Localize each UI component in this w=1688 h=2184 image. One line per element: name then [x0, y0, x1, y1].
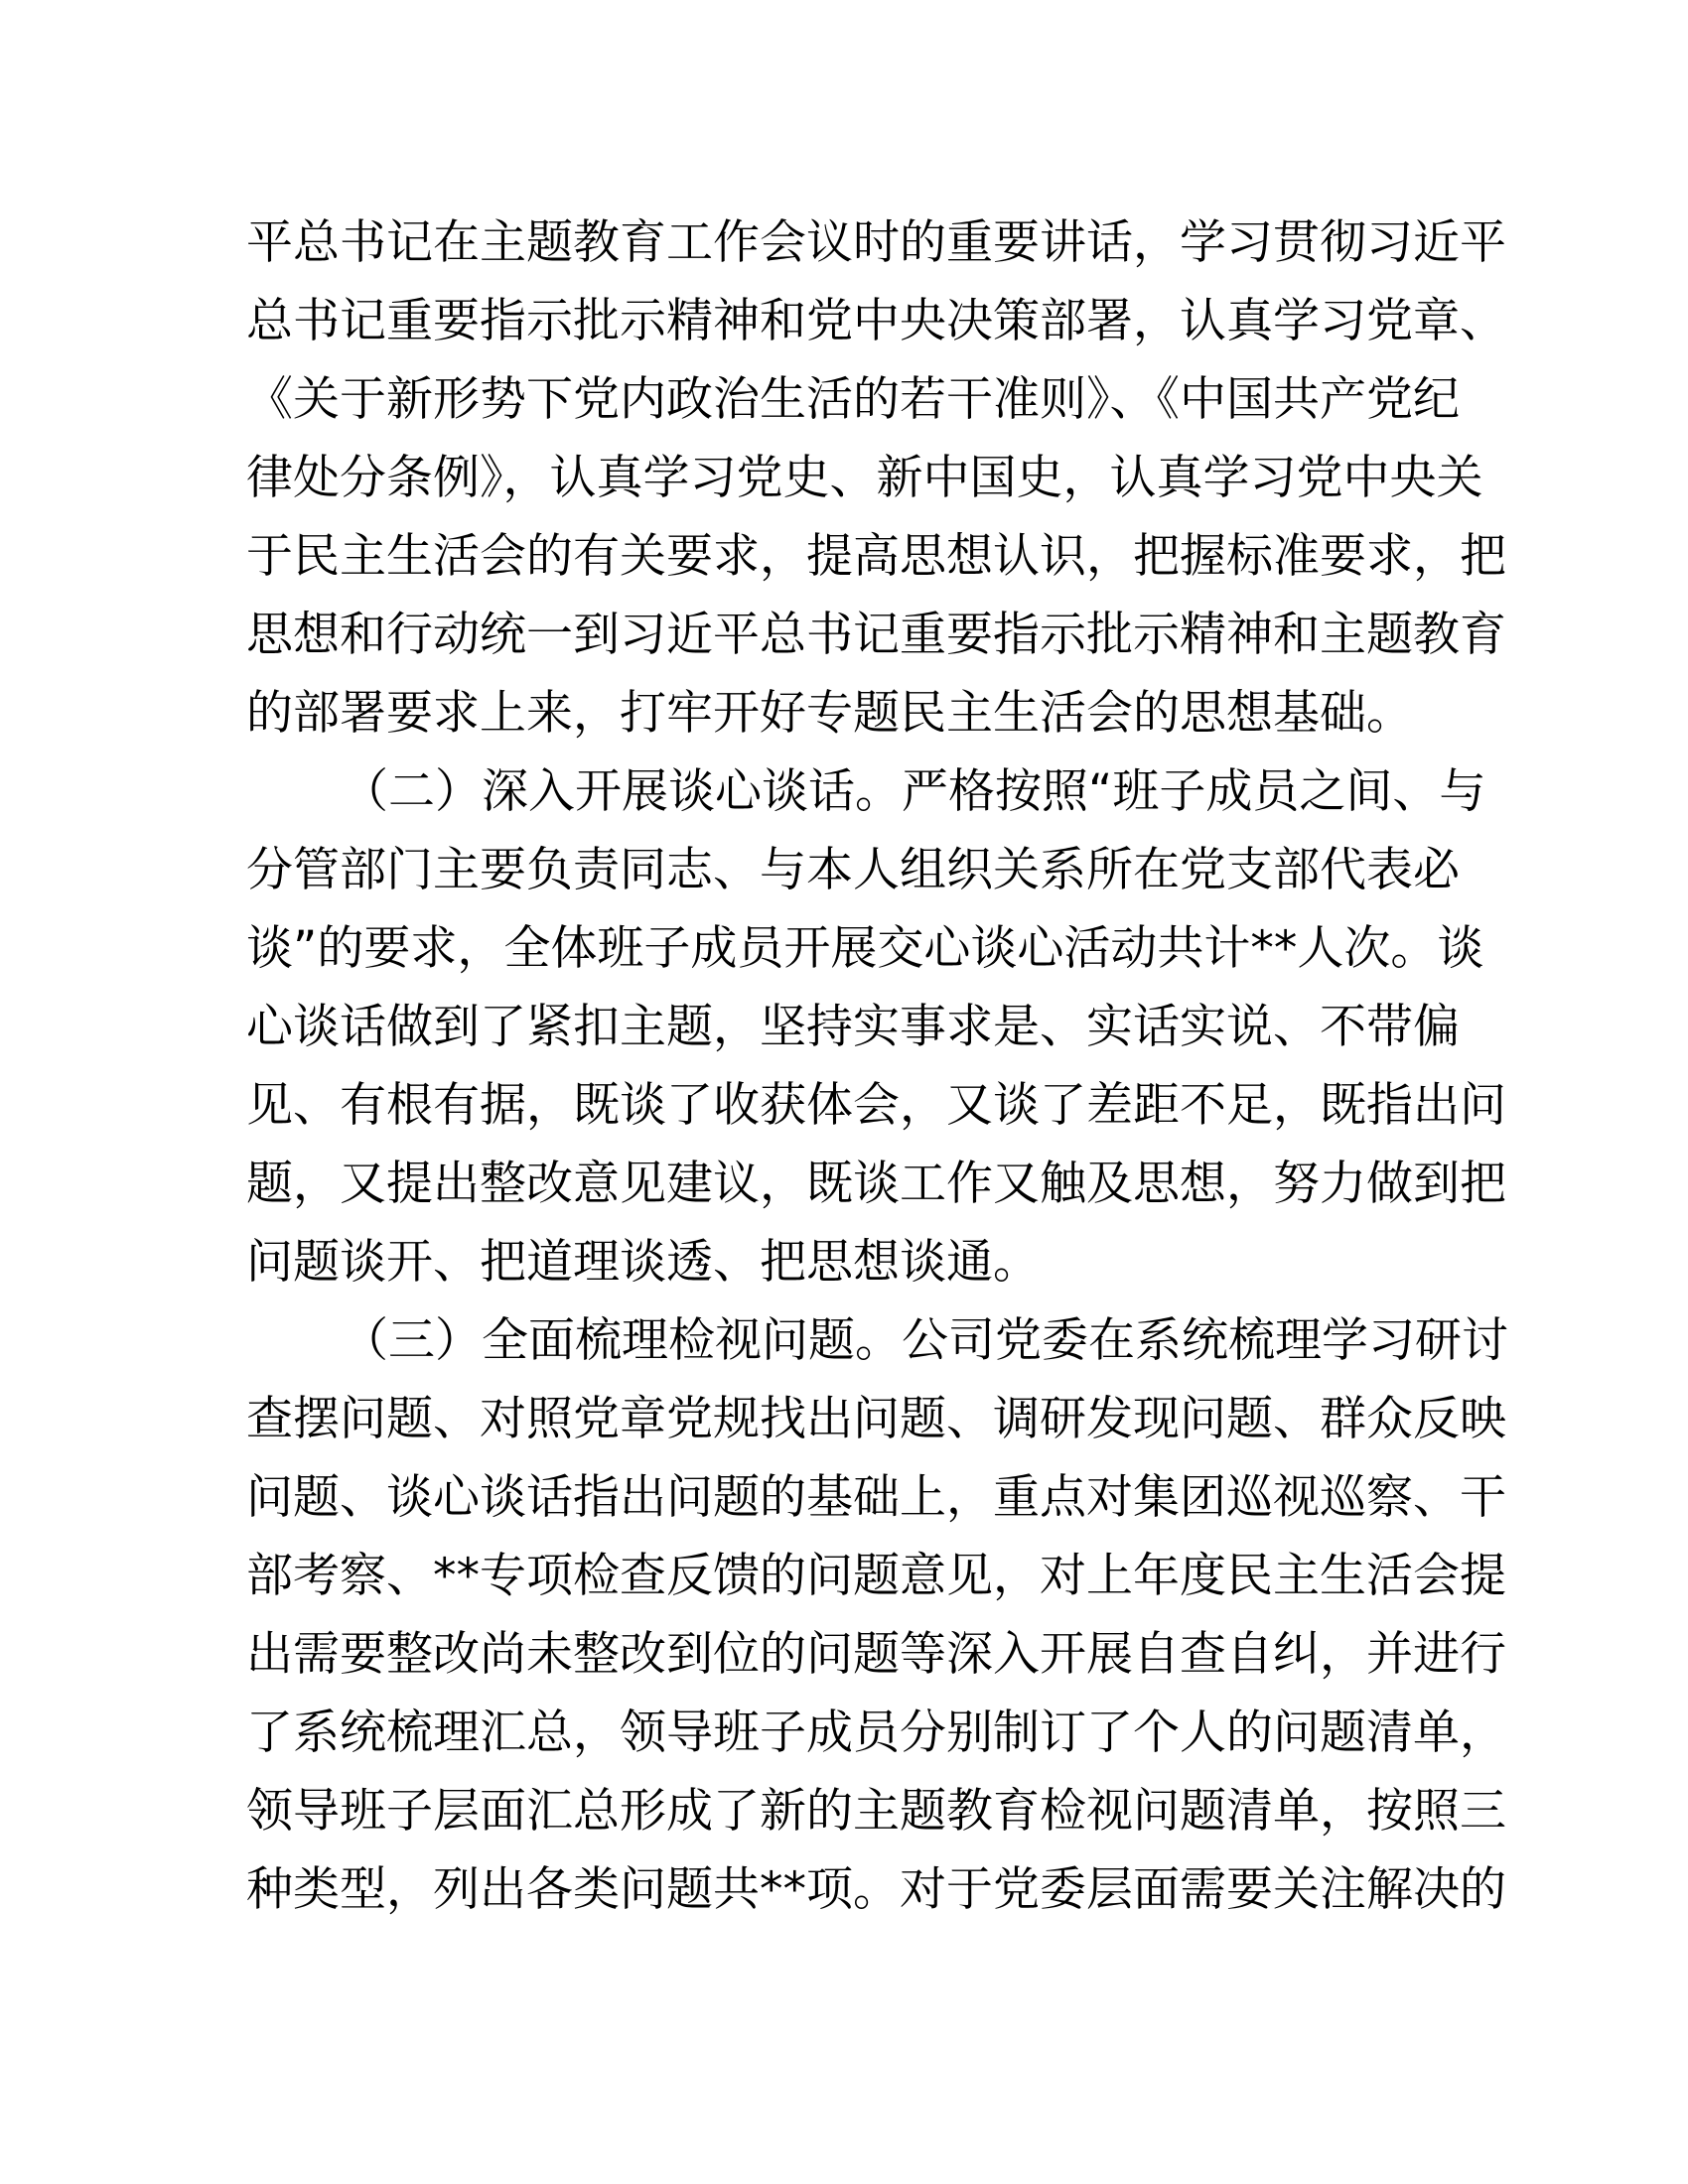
text-line: 平总书记在主题教育工作会议时的重要讲话，学习贯彻习近平: [246, 215, 1506, 270]
text-line: 分管部门主要负责同志、与本人组织关系所在党支部代表必: [246, 843, 1460, 897]
text-line: 总书记重要指示批示精神和党中央决策部署，认真学习党章、: [246, 294, 1506, 348]
text-line: 部考察、**专项检查反馈的问题意见，对上年度民主生活会提: [246, 1549, 1506, 1603]
text-line: 于民主生活会的有关要求，提高思想认识，把握标准要求，把: [246, 529, 1506, 584]
text-line: 《关于新形势下党内政治生活的若干准则》、《中国共产党纪: [246, 372, 1460, 427]
text-line: 律处分条例》，认真学习党史、新中国史，认真学习党中央关: [246, 451, 1483, 505]
text-line: 题，又提出整改意见建议，既谈工作又触及思想，努力做到把: [246, 1157, 1506, 1211]
section-heading-line: （二）深入开展谈心谈话。严格按照“班子成员之间、与: [342, 764, 1486, 819]
text-line: 问题、谈心谈话指出问题的基础上，重点对集团巡视巡察、干: [246, 1470, 1506, 1525]
paragraph-1: [246, 204, 1506, 752]
text-line: 思想和行动统一到习近平总书记重要指示批示精神和主题教育: [246, 608, 1506, 662]
paragraph-2: [246, 752, 1506, 1301]
text-line: 查摆问题、对照党章党规找出问题、调研发现问题、群众反映: [246, 1392, 1506, 1446]
text-line: 领导班子层面汇总形成了新的主题教育检视问题清单，按照三: [246, 1784, 1506, 1839]
text-line: 出需要整改尚未整改到位的问题等深入开展自查自纠，并进行: [246, 1627, 1506, 1682]
section-heading-line: （三）全面梳理检视问题。公司党委在系统梳理学习研讨: [342, 1313, 1508, 1368]
text-line: 种类型，列出各类问题共**项。对于党委层面需要关注解决的: [246, 1862, 1506, 1917]
text-line: 的部署要求上来，打牢开好专题民主生活会的思想基础。: [246, 686, 1413, 741]
text-line: 谈”的要求，全体班子成员开展交心谈心活动共计**人次。谈: [246, 921, 1484, 976]
text-line: 心谈话做到了紧扣主题，坚持实事求是、实话实说、不带偏: [246, 1000, 1460, 1054]
paragraph-3: [246, 1301, 1508, 1929]
text-line: 了系统梳理汇总，领导班子成员分别制订了个人的问题清单，: [246, 1706, 1506, 1760]
text-line: 问题谈开、把道理谈透、把思想谈通。: [246, 1235, 1040, 1290]
text-line: 见、有根有据，既谈了收获体会，又谈了差距不足，既指出问: [246, 1078, 1506, 1133]
document-body: [246, 204, 1508, 1929]
